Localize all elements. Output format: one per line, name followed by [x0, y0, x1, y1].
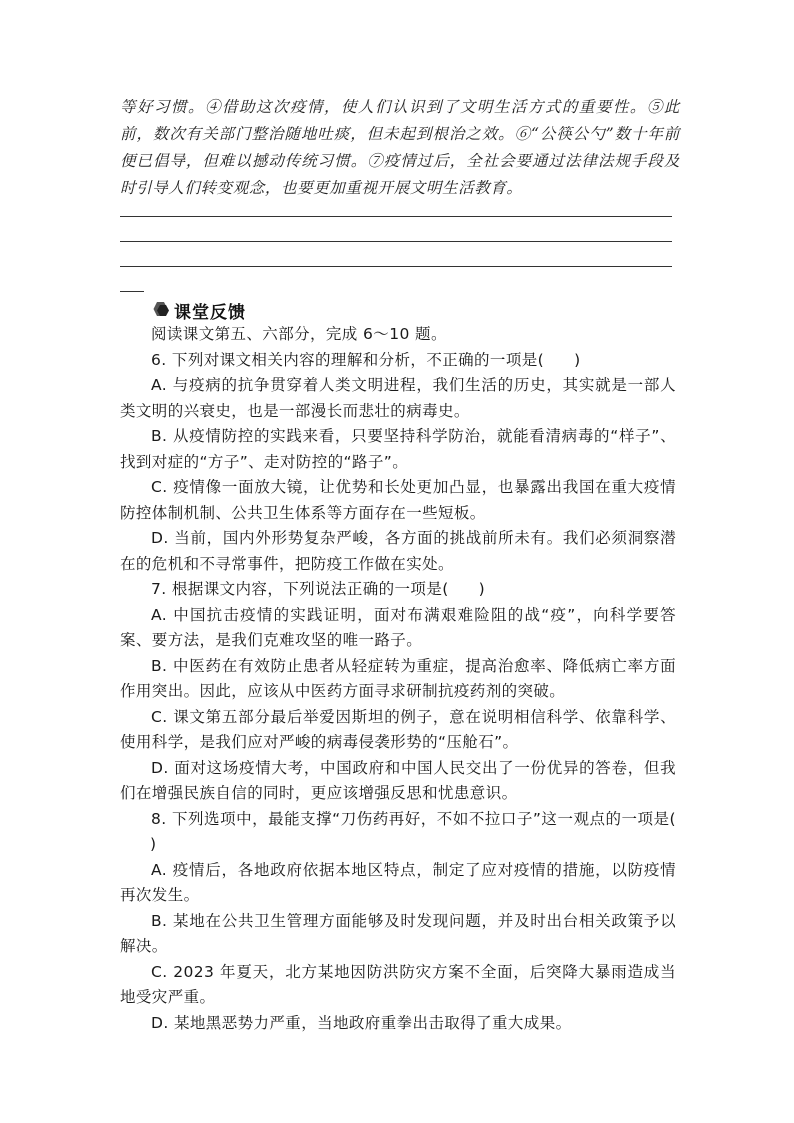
question-8-option-a: A. 疫情后，各地政府依据本地区特点，制定了应对疫情的措施，以防疫情再次发生。 [120, 860, 676, 904]
question-6-option-a: A. 与疫病的抗争贯穿着人类文明进程，我们生活的历史，其实就是一部人类文明的兴衰史，也是一部漫长而悲壮的病毒史。 [120, 376, 676, 420]
question-6-option-d: D. 当前，国内外形势复杂严峻，各方面的挑战前所未有。我们必须洞察潜在的危机和不寻常事件，把防疫工作做在实处。 [120, 529, 676, 573]
section-header [150, 298, 246, 322]
question-8-option-d: D. 某地黑恶势力严重，当地政府重拳出击取得了重大成果。 [151, 1013, 572, 1032]
question-7-option-c: C. 课文第五部分最后举爱因斯坦的例子，意在说明相信科学、依靠科学、使用科学，是我们应对严峻的病毒侵袭形势的“压舱石”。 [120, 707, 676, 751]
answer-line-4[interactable] [120, 291, 144, 292]
questions-body [120, 322, 676, 1036]
question-8-stem: 8. 下列选项中，最能支撑“刀伤药再好，不如不拉口子”这一观点的一项是() [150, 809, 676, 853]
reading-passage: 等好习惯。④借助这次疫情，使人们认识到了文明生活方式的重要性。⑤此前，数次有关部门整治随地吐痰，但未起到根治之效。⑥“公筷公勺”数十年前便已倡导，但难以撼动传统习惯。⑦疫情过后，全社会要通过法律法规手段及时引导人们转变观念，也要更加重视开展文明生活教育。 [120, 98, 680, 197]
question-8-option-c: C. 2023 年夏天，北方某地因防洪防灾方案不全面，后突降大暴雨造成当地受灾严重。 [120, 962, 676, 1006]
question-7-option-a: A. 中国抗击疫情的实践证明，面对布满艰难险阻的战“疫”，向科学要答案、要方法，是我们克难攻坚的唯一路子。 [120, 605, 676, 649]
section-title: 课堂反馈 [174, 302, 246, 323]
question-6-option-b: B. 从疫情防控的实践来看，只要坚持科学防治，就能看清病毒的“样子”、找到对症的“方子”、走对防控的“路子”。 [120, 427, 676, 471]
question-6-stem: 6. 下列对课文相关内容的理解和分析，不正确的一项是( ) [151, 350, 581, 369]
question-8-option-b: B. 某地在公共卫生管理方面能够及时发现问题，并及时出台相关政策予以解决。 [120, 911, 676, 955]
question-7-option-b: B. 中医药在有效防止患者从轻症转为重症，提高治愈率、降低病亡率方面作用突出。因此，应该从中医药方面寻求研制抗疫药剂的突破。 [120, 656, 676, 700]
answer-line-1[interactable] [120, 216, 672, 217]
section-intro: 阅读课文第五、六部分，完成 6～10 题。 [151, 325, 447, 343]
hexagon-icon [150, 299, 172, 321]
question-7-stem: 7. 根据课文内容，下列说法正确的一项是( ) [151, 580, 486, 598]
answer-line-2[interactable] [120, 241, 672, 242]
question-6-option-c: C. 疫情像一面放大镜，让优势和长处更加凸显，也暴露出我国在重大疫情防控体制机制、公共卫生体系等方面存在一些短板。 [120, 478, 676, 522]
answer-line-3[interactable] [120, 266, 672, 267]
question-7-option-d: D. 面对这场疫情大考，中国政府和中国人民交出了一份优异的答卷，但我们在增强民族自信的同时，更应该增强反思和忧患意识。 [120, 758, 676, 802]
